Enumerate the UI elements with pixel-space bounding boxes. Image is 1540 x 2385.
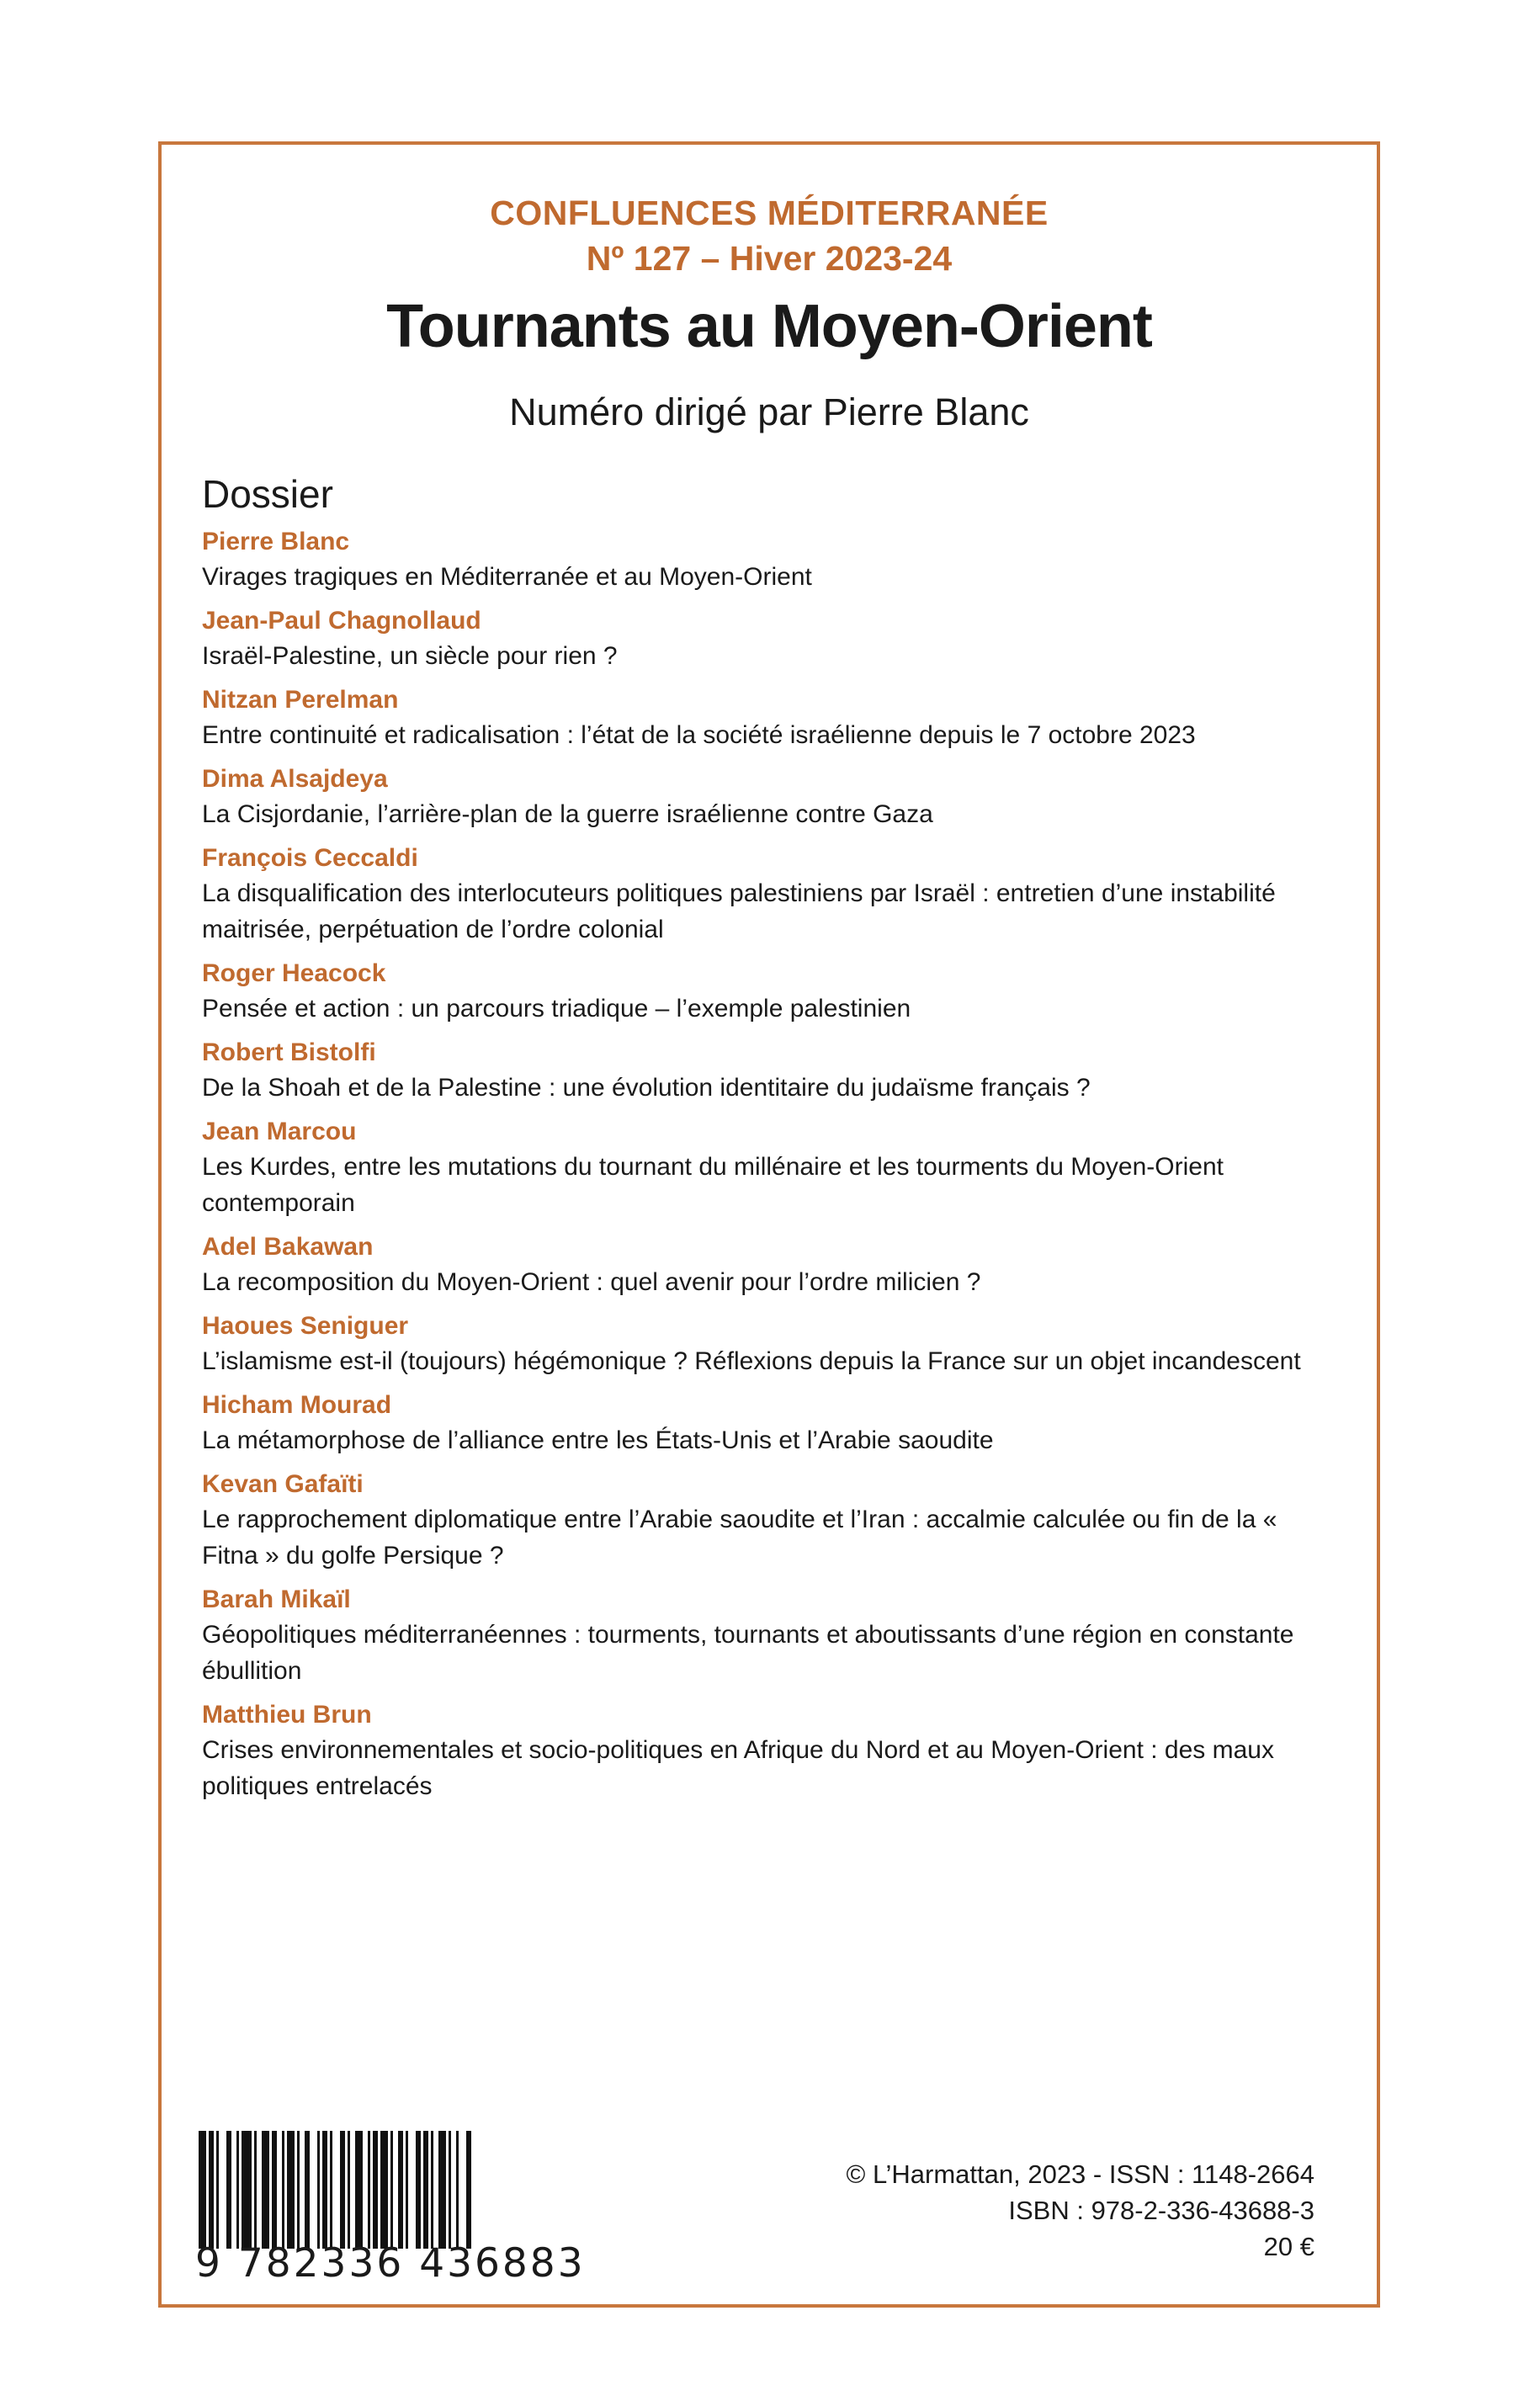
toc-entry (202, 1036, 1338, 1106)
barcode-bar (406, 2131, 408, 2249)
entry-article-title: Le rapprochement diplomatique entre l’Arabie saoudite et l’Iran : accalmie calculée ou fin de la « Fitna » du golfe Persique ? (202, 1506, 1277, 1570)
barcode-bar (216, 2131, 219, 2249)
barcode-bar (416, 2131, 421, 2249)
toc-entry (202, 1389, 1338, 1458)
entry-article-title: La recomposition du Moyen-Orient : quel avenir pour l’ordre milicien ? (202, 1268, 981, 1296)
barcode-bar (242, 2131, 252, 2249)
entry-article-title: La métamorphose de l’alliance entre les États-Unis et l’Arabie saoudite (202, 1426, 994, 1454)
entry-article-title: L’islamisme est-il (toujours) hégémonique ? Réflexions depuis la France sur un objet incandescent (202, 1347, 1301, 1375)
barcode-bar (287, 2131, 295, 2249)
entry-author: Matthieu Brun (202, 1701, 372, 1729)
toc-entry (202, 525, 1338, 595)
barcode-bar (380, 2131, 388, 2249)
barcode-bar (254, 2131, 257, 2249)
toc-entry (202, 842, 1338, 948)
entry-author: Jean-Paul Chagnollaud (202, 607, 481, 635)
entry-author: Adel Bakawan (202, 1233, 374, 1261)
toc-entry (202, 1230, 1338, 1300)
toc-entry (202, 1468, 1338, 1574)
barcode-bar (390, 2131, 393, 2249)
toc-entry (202, 604, 1338, 674)
barcode-bar (340, 2131, 345, 2249)
toc-entry (202, 1309, 1338, 1379)
table-of-contents (202, 525, 1338, 1814)
issue-number: Nº 127 – Hiver 2023-24 (586, 239, 953, 278)
entry-author: Jean Marcou (202, 1118, 357, 1145)
entry-article-title: La disqualification des interlocuteurs politiques palestiniens par Israël : entretien d’une instabilité maitrisée, perpétuation de l’ordre colonial (202, 879, 1276, 943)
entry-article-title: Pensée et action : un parcours triadique – l’exemple palestinien (202, 995, 911, 1023)
barcode-bar (317, 2131, 320, 2249)
barcode-bar (282, 2131, 284, 2249)
barcode-bar (297, 2131, 300, 2249)
barcode-bar (431, 2131, 433, 2249)
price-line: 20 € (1263, 2232, 1314, 2261)
entry-article-title: De la Shoah et de la Palestine : une évolution identitaire du judaïsme français ? (202, 1074, 1091, 1102)
barcode-bar (423, 2131, 428, 2249)
entry-author: Haoues Seniguer (202, 1312, 409, 1340)
dossier-heading: Dossier (202, 472, 333, 516)
barcode-bar (355, 2131, 363, 2249)
entry-author: Kevan Gafaïti (202, 1470, 364, 1498)
entry-article-title: Géopolitiques méditerranéennes : tourments, tournants et aboutissants d’une région en constante ébullition (202, 1621, 1294, 1685)
barcode-bar (322, 2131, 327, 2249)
entry-author: Hicham Mourad (202, 1391, 392, 1419)
barcode-bar (456, 2131, 459, 2249)
entry-article-title: Crises environnementales et socio-politiques en Afrique du Nord et au Moyen-Orient : des maux politiques entrelacés (202, 1736, 1274, 1800)
issue-title: Tournants au Moyen-Orient (386, 293, 1152, 360)
barcode-bar (330, 2131, 332, 2249)
toc-entry (202, 1698, 1338, 1804)
barcode-bar (466, 2131, 471, 2249)
publication-info (847, 2156, 1314, 2265)
barcode-bar (272, 2131, 277, 2249)
barcode-bar (368, 2131, 370, 2249)
copyright-line: © L’Harmattan, 2023 - ISSN : 1148-2664 (846, 2159, 1314, 2189)
toc-entry (202, 957, 1338, 1027)
entry-article-title: Virages tragiques en Méditerranée et au Moyen-Orient (202, 563, 812, 591)
entry-author: Roger Heacock (202, 959, 386, 987)
entry-author: Robert Bistolfi (202, 1038, 376, 1066)
barcode-bar (262, 2131, 269, 2249)
toc-entry (202, 1583, 1338, 1689)
toc-entry (202, 1115, 1338, 1221)
entry-author: François Ceccaldi (202, 844, 418, 872)
toc-entry (202, 683, 1338, 753)
barcode-bar (348, 2131, 350, 2249)
barcode-digits: 9 782336 436883 (195, 2240, 586, 2287)
isbn-line: ISBN : 978-2-336-43688-3 (1008, 2196, 1314, 2225)
entry-article-title: Les Kurdes, entre les mutations du tournant du millénaire et les tourments du Moyen-Orient contemporain (202, 1153, 1224, 1217)
barcode-bar (236, 2131, 239, 2249)
issue-editor: Numéro dirigé par Pierre Blanc (509, 390, 1029, 433)
entry-author: Barah Mikaïl (202, 1586, 351, 1613)
barcode-bar (373, 2131, 378, 2249)
entry-author: Nitzan Perelman (202, 686, 399, 714)
entry-author: Dima Alsajdeya (202, 765, 388, 793)
entry-article-title: Israël-Palestine, un siècle pour rien ? (202, 642, 618, 670)
barcode (195, 2131, 616, 2249)
entry-article-title: Entre continuité et radicalisation : l’état de la société israélienne depuis le 7 octobre 2023 (202, 721, 1196, 749)
barcode-bar (449, 2131, 451, 2249)
series-title: CONFLUENCES MÉDITERRANÉE (490, 194, 1049, 232)
entry-author: Pierre Blanc (202, 528, 350, 555)
barcode-bar (438, 2131, 446, 2249)
entry-article-title: La Cisjordanie, l’arrière-plan de la guerre israélienne contre Gaza (202, 800, 933, 828)
barcode-bar (305, 2131, 310, 2249)
barcode-bar (226, 2131, 231, 2249)
cover-frame (158, 141, 1380, 2308)
barcode-bar (398, 2131, 403, 2249)
barcode-bar (209, 2131, 214, 2249)
toc-entry (202, 762, 1338, 832)
barcode-bar (199, 2131, 206, 2249)
